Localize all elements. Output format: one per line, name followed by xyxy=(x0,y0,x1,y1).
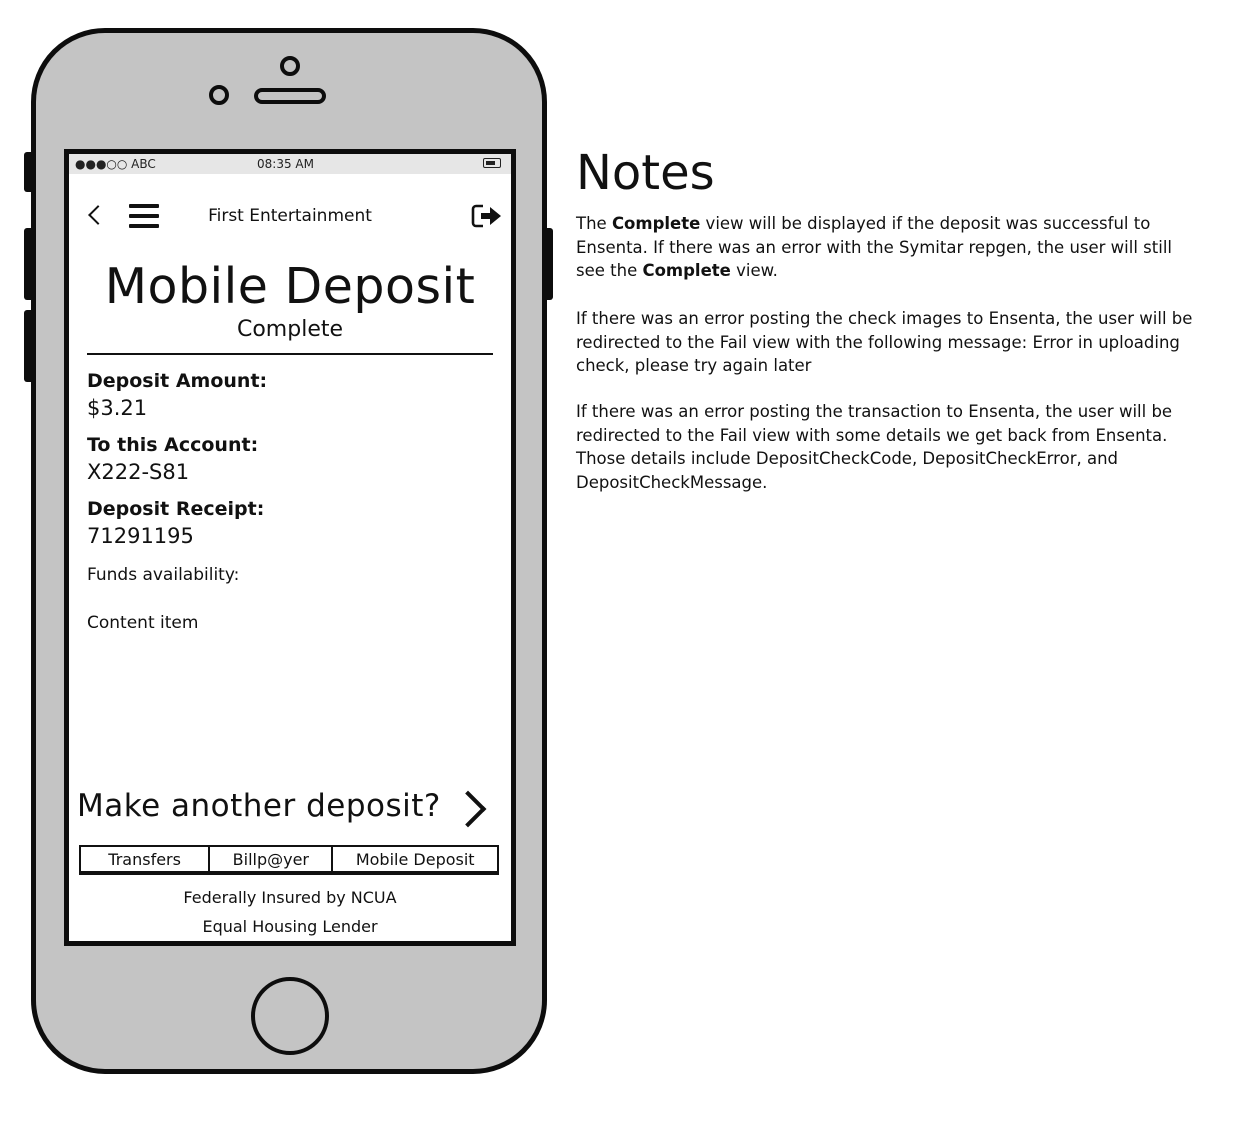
sensor-icon xyxy=(209,85,229,105)
home-button[interactable] xyxy=(251,977,329,1055)
phone-screen xyxy=(64,149,516,946)
title-divider xyxy=(87,353,493,355)
bottom-tab-bar xyxy=(79,845,499,875)
notes-paragraph-3: If there was an error posting the transaction to Ensenta, the user will be redirected to the Fail view with some details we get back from Ensenta. Those details include DepositCheckCode, DepositCheckError, and DepositCheckMessage. xyxy=(576,402,1173,492)
speaker-grille xyxy=(254,88,326,104)
account-value: X222-S81 xyxy=(87,460,190,484)
tab-transfers[interactable]: Transfers xyxy=(81,847,210,871)
content-item: Content item xyxy=(87,613,199,633)
logout-icon[interactable] xyxy=(471,204,503,228)
notes-paragraph-2: If there was an error posting the check images to Ensenta, the user will be redirected to the Fail view with the following message: Error in uploading check, please try again later xyxy=(576,309,1193,375)
notes-paragraph-1: The Complete view will be displayed if the deposit was successful to Ensenta. If there was an error with the Symitar repgen, the user will still see the Complete view. xyxy=(576,214,1172,280)
account-label: To this Account: xyxy=(87,434,259,456)
equal-housing-notice: Equal Housing Lender xyxy=(202,917,378,936)
notes-title: Notes xyxy=(576,145,715,201)
make-another-deposit-link[interactable]: Make another deposit? xyxy=(77,788,441,824)
nav-bar xyxy=(69,198,511,238)
chevron-right-icon[interactable] xyxy=(450,791,487,828)
funds-availability-label: Funds availability: xyxy=(87,565,240,585)
status-bar xyxy=(69,154,511,174)
tab-billpayer[interactable]: Billp@yer xyxy=(210,847,333,871)
tab-mobile-deposit[interactable]: Mobile Deposit xyxy=(355,850,475,869)
page-subtitle: Complete xyxy=(236,317,344,342)
carrier-signal: ●●●○○ ABC xyxy=(75,157,156,171)
deposit-amount-value: $3.21 xyxy=(87,396,148,420)
ncua-notice: Federally Insured by NCUA xyxy=(183,888,397,907)
deposit-amount-label: Deposit Amount: xyxy=(87,370,268,392)
receipt-value: 71291195 xyxy=(87,524,194,548)
receipt-label: Deposit Receipt: xyxy=(87,498,265,520)
status-time: 08:35 AM xyxy=(257,157,314,171)
battery-icon xyxy=(483,158,501,168)
camera-icon xyxy=(280,56,300,76)
nav-title: First Entertainment xyxy=(208,206,372,226)
page-title: Mobile Deposit xyxy=(104,258,476,315)
